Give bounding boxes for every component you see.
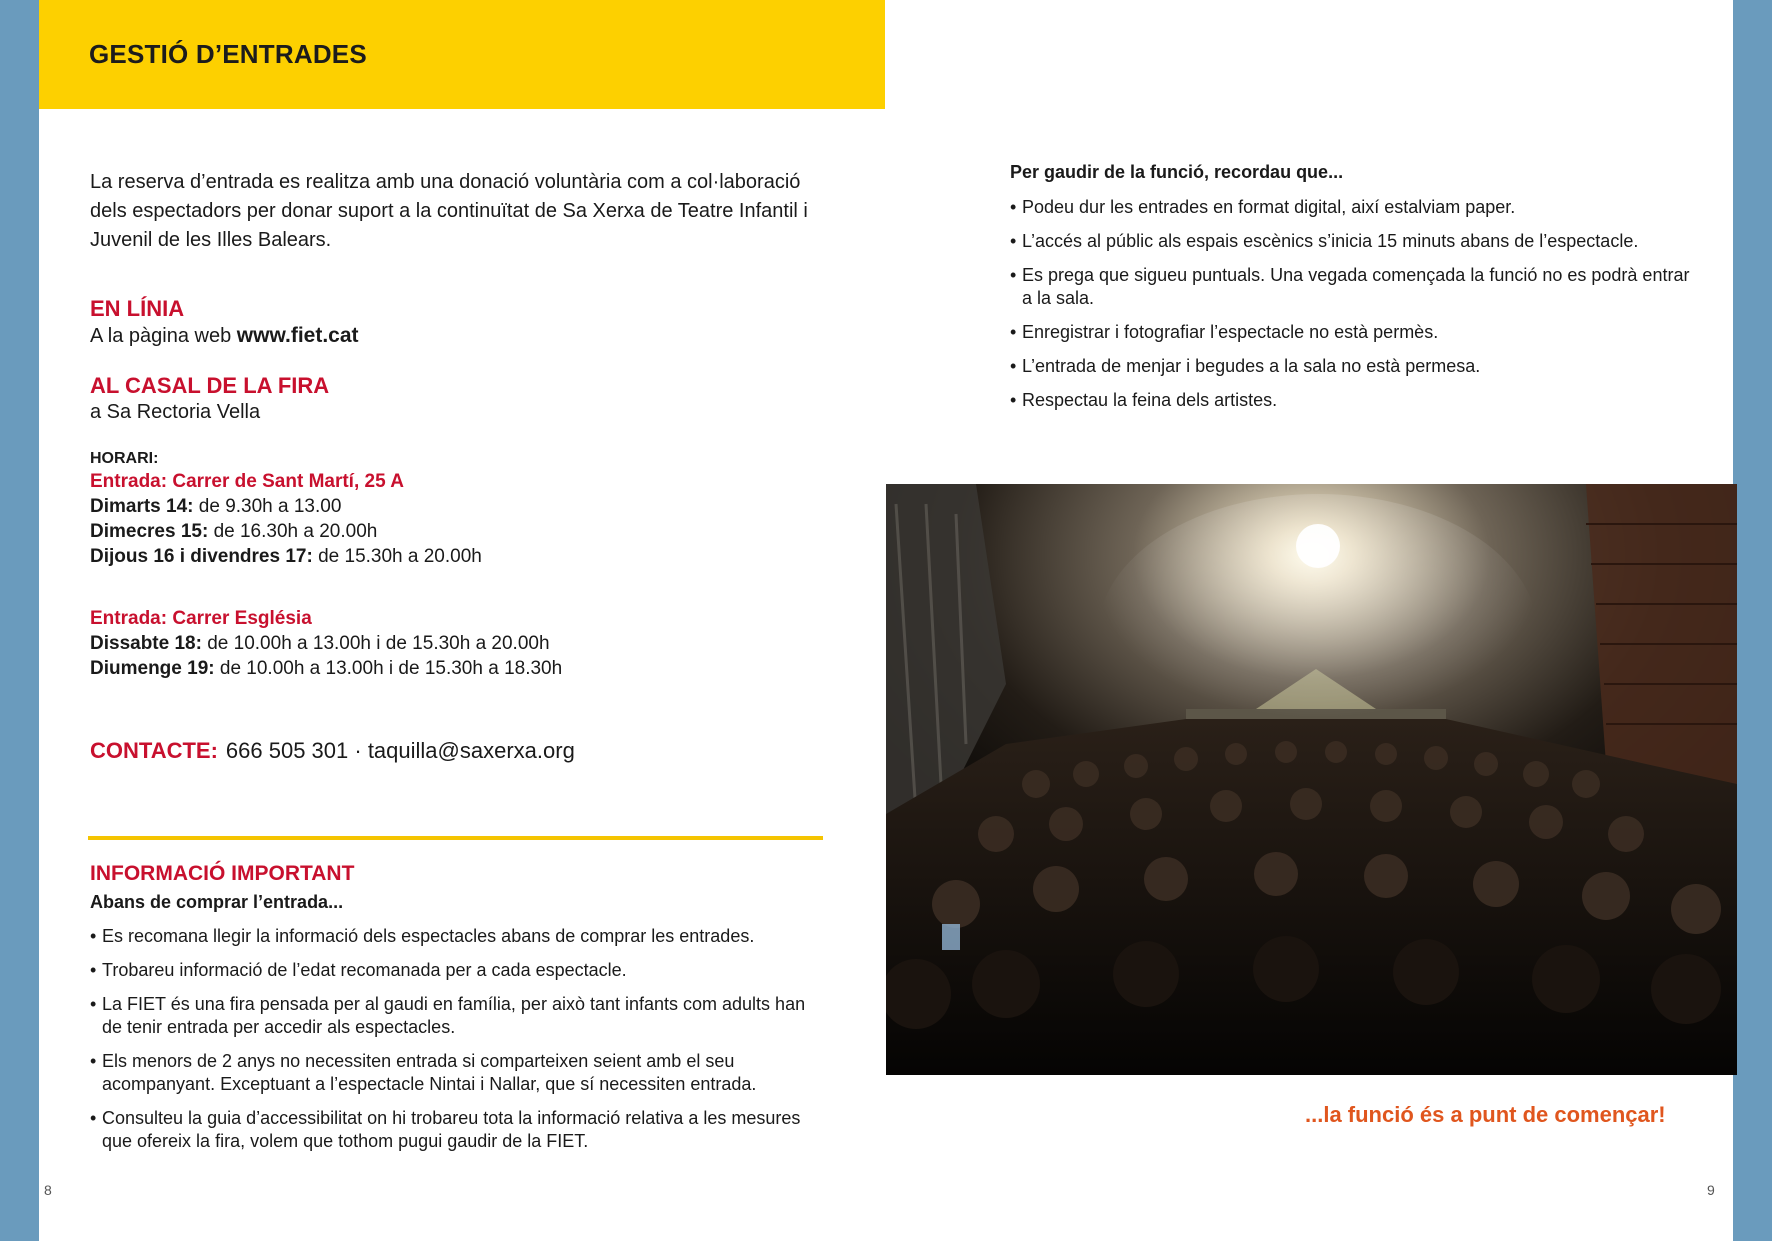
- online-prefix: A la pàgina web: [90, 325, 237, 347]
- online-line: [90, 324, 359, 348]
- casal-title: AL CASAL DE LA FIRA: [90, 373, 330, 398]
- schedule-day: Dissabte 18:: [90, 633, 202, 654]
- page-header: [39, 0, 885, 109]
- left-edge-band: [0, 0, 39, 1241]
- theatre-photo-illustration: [886, 484, 1737, 1075]
- important-title: INFORMACIÓ IMPORTANT: [90, 862, 355, 885]
- list-item: • Es prega que sigueu puntuals. Una vegada començada la funció no es podrà entrar a la sala.: [1010, 264, 1690, 310]
- reminder-title: Per gaudir de la funció, recordau que...: [1010, 162, 1344, 182]
- intro-paragraph: La reserva d’entrada es realitza amb una donació voluntària com a col·laboració dels espectadors per donar suport a la continuïtat de Sa Xerxa de Teatre Infantil i Juvenil de les Illes Balears.: [90, 171, 808, 251]
- schedule-hours: de 15.30h a 20.00h: [312, 546, 482, 567]
- reminder-list: [1010, 196, 1690, 423]
- contact-line: [90, 738, 575, 764]
- schedule-row: [90, 658, 562, 680]
- list-item: • L’entrada de menjar i begudes a la sala no està permesa.: [1010, 355, 1690, 378]
- online-title: EN LÍNIA: [90, 296, 185, 321]
- list-item: • Els menors de 2 anys no necessiten entrada si comparteixen seient amb el seu acompanyant. Exceptuant a l’espectacle Nintai i Nallar, que sí necessiten entrada.: [90, 1050, 830, 1096]
- schedule-hours: de 9.30h a 13.00: [193, 496, 342, 517]
- schedule-day: Dimecres 15:: [90, 521, 209, 542]
- list-item: • Respectau la feina dels artistes.: [1010, 389, 1690, 412]
- schedule-row: [90, 546, 482, 568]
- casal-subtitle: a Sa Rectoria Vella: [90, 401, 261, 423]
- theatre-audience-photo: [886, 484, 1737, 1075]
- important-subtitle: Abans de comprar l’entrada...: [90, 892, 344, 912]
- page-title: GESTIÓ D’ENTRADES: [89, 39, 367, 69]
- important-list: [90, 925, 830, 1164]
- schedule-day: Dijous 16 i divendres 17:: [90, 546, 313, 567]
- list-item: • Podeu dur les entrades en format digital, així estalviam paper.: [1010, 196, 1690, 219]
- contact-value[interactable]: 666 505 301 · taquilla@saxerxa.org: [225, 738, 575, 763]
- right-edge-band: [1733, 0, 1772, 1241]
- online-url[interactable]: www.fiet.cat: [236, 324, 359, 347]
- schedule-row: [90, 633, 550, 655]
- list-item: • L’accés al públic als espais escènics s’inicia 15 minuts abans de l’espectacle.: [1010, 230, 1690, 253]
- schedule-row: [90, 521, 377, 543]
- list-item: • Enregistrar i fotografiar l’espectacle no està permès.: [1010, 321, 1690, 344]
- list-item: • La FIET és una fira pensada per al gaudi en família, per això tant infants com adults han de tenir entrada per accedir als espectacles.: [90, 993, 830, 1039]
- entrance-2: Entrada: Carrer Església: [90, 608, 312, 629]
- schedule-label: HORARI:: [90, 450, 159, 467]
- schedule-hours: de 16.30h a 20.00h: [208, 521, 378, 542]
- list-item: • Trobareu informació de l’edat recomanada per a cada espectacle.: [90, 959, 830, 982]
- schedule-day: Dimarts 14:: [90, 496, 194, 517]
- schedule-row: [90, 496, 341, 518]
- section-divider: [88, 836, 823, 840]
- entrance-1: Entrada: Carrer de Sant Martí, 25 A: [90, 471, 404, 492]
- list-item: • Consulteu la guia d’accessibilitat on hi trobareu tota la informació relativa a les mesures que ofereix la fira, volem que tothom pugui gaudir de la FIET.: [90, 1107, 830, 1153]
- schedule-hours: de 10.00h a 13.00h i de 15.30h a 18.30h: [214, 658, 563, 679]
- contact-label: CONTACTE:: [90, 738, 218, 763]
- list-item: • Es recomana llegir la informació dels espectacles abans de comprar les entrades.: [90, 925, 830, 948]
- photo-caption: ...la funció és a punt de començar!: [1305, 1102, 1666, 1127]
- page-number-left: 8: [44, 1182, 52, 1198]
- schedule-hours: de 10.00h a 13.00h i de 15.30h a 20.00h: [201, 633, 550, 654]
- schedule-day: Diumenge 19:: [90, 658, 215, 679]
- page-number-right: 9: [1707, 1182, 1715, 1198]
